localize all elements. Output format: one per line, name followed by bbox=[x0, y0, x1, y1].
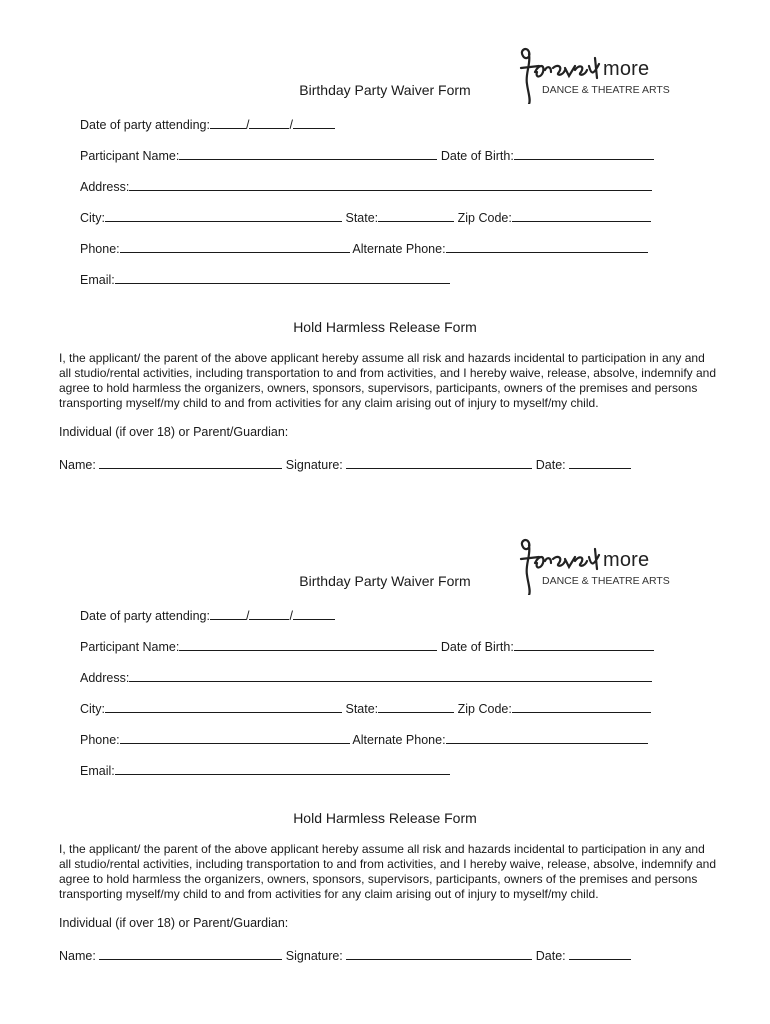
phone-field[interactable] bbox=[120, 731, 350, 744]
address-row bbox=[80, 669, 652, 685]
logo-more-text: more bbox=[603, 549, 650, 571]
signature-field[interactable] bbox=[346, 947, 532, 960]
date-sep: / bbox=[289, 118, 293, 132]
state-field[interactable] bbox=[378, 209, 454, 222]
address-row bbox=[80, 178, 652, 194]
zip-field[interactable] bbox=[512, 700, 651, 713]
date-day-field[interactable] bbox=[249, 607, 289, 620]
release-title: Hold Harmless Release Form bbox=[293, 319, 477, 335]
city-label: City: bbox=[80, 702, 105, 716]
city-row bbox=[80, 209, 651, 225]
email-row bbox=[80, 271, 450, 287]
dob-label: Date of Birth: bbox=[440, 149, 514, 163]
logo-subtitle: DANCE & THEATRE ARTS bbox=[542, 575, 670, 587]
date-attending-row bbox=[80, 116, 335, 132]
phone-label: Phone: bbox=[80, 242, 120, 256]
name-field[interactable] bbox=[99, 456, 282, 469]
zip-field[interactable] bbox=[512, 209, 651, 222]
release-text: I, the applicant/ the parent of the above applicant hereby assume all risk and hazards incidental to participation in any and all studio/rental activities, including transportation to and from activities, and I hereby waive, release, absolve, indemnify and agree to hold harmless the organizers, owners, sponsors, supervisors, participants, owners of the premises and persons transporting myself/my child to and from activities for any claim arising out of injury to myself/my child. bbox=[59, 351, 717, 410]
waiver-form-1 bbox=[0, 0, 770, 500]
name-field[interactable] bbox=[99, 947, 282, 960]
dob-field[interactable] bbox=[514, 638, 654, 651]
date-sep: / bbox=[245, 609, 250, 623]
city-field[interactable] bbox=[105, 209, 342, 222]
state-field[interactable] bbox=[378, 700, 454, 713]
email-row bbox=[80, 762, 450, 778]
participant-row bbox=[80, 147, 654, 163]
city-label: City: bbox=[80, 211, 105, 225]
phone-label: Phone: bbox=[80, 733, 120, 747]
signature-label: Signature: bbox=[285, 949, 343, 963]
sig-date-label: Date: bbox=[535, 949, 566, 963]
city-row bbox=[80, 700, 651, 716]
date-sep: / bbox=[289, 609, 293, 623]
date-month-field[interactable] bbox=[210, 607, 246, 620]
address-field[interactable] bbox=[129, 669, 652, 682]
date-sep: / bbox=[245, 118, 250, 132]
alt-phone-field[interactable] bbox=[446, 240, 648, 253]
participant-name-label: Participant Name: bbox=[80, 640, 180, 654]
guardian-label: Individual (if over 18) or Parent/Guardian: bbox=[59, 916, 289, 930]
alt-phone-field[interactable] bbox=[446, 731, 648, 744]
address-field[interactable] bbox=[129, 178, 652, 191]
email-label: Email: bbox=[80, 273, 115, 287]
date-attending-label: Date of party attending: bbox=[80, 118, 210, 132]
signature-label: Signature: bbox=[285, 458, 343, 472]
email-field[interactable] bbox=[115, 271, 450, 284]
sig-date-field[interactable] bbox=[569, 947, 631, 960]
release-text: I, the applicant/ the parent of the above applicant hereby assume all risk and hazards incidental to participation in any and all studio/rental activities, including transportation to and from activities, and I hereby waive, release, absolve, indemnify and agree to hold harmless the organizers, owners, sponsors, supervisors, participants, owners of the premises and persons transporting myself/my child to and from activities for any claim arising out of injury to myself/my child. bbox=[59, 842, 717, 901]
date-day-field[interactable] bbox=[249, 116, 289, 129]
alt-phone-label: Alternate Phone: bbox=[352, 242, 446, 256]
participant-name-field[interactable] bbox=[179, 638, 437, 651]
date-year-field[interactable] bbox=[293, 607, 335, 620]
address-label: Address: bbox=[80, 180, 130, 194]
date-attending-row bbox=[80, 607, 335, 623]
participant-row bbox=[80, 638, 654, 654]
participant-name-field[interactable] bbox=[179, 147, 437, 160]
name-label: Name: bbox=[59, 949, 96, 963]
form-title: Birthday Party Waiver Form bbox=[299, 573, 471, 589]
name-label: Name: bbox=[59, 458, 96, 472]
release-title: Hold Harmless Release Form bbox=[293, 810, 477, 826]
waiver-form-2 bbox=[0, 491, 770, 991]
phone-row bbox=[80, 240, 648, 256]
guardian-label: Individual (if over 18) or Parent/Guardian: bbox=[59, 425, 289, 439]
phone-field[interactable] bbox=[120, 240, 350, 253]
state-label: State: bbox=[345, 702, 379, 716]
logo-subtitle: DANCE & THEATRE ARTS bbox=[542, 84, 670, 96]
email-field[interactable] bbox=[115, 762, 450, 775]
logo-more-text: more bbox=[603, 58, 650, 80]
signature-field[interactable] bbox=[346, 456, 532, 469]
date-year-field[interactable] bbox=[293, 116, 335, 129]
form-title: Birthday Party Waiver Form bbox=[299, 82, 471, 98]
alt-phone-label: Alternate Phone: bbox=[352, 733, 446, 747]
zip-label: Zip Code: bbox=[457, 702, 512, 716]
signature-row bbox=[59, 456, 631, 472]
city-field[interactable] bbox=[105, 700, 342, 713]
email-label: Email: bbox=[80, 764, 115, 778]
address-label: Address: bbox=[80, 671, 130, 685]
zip-label: Zip Code: bbox=[457, 211, 512, 225]
sig-date-field[interactable] bbox=[569, 456, 631, 469]
date-month-field[interactable] bbox=[210, 116, 246, 129]
dob-field[interactable] bbox=[514, 147, 654, 160]
state-label: State: bbox=[345, 211, 379, 225]
phone-row bbox=[80, 731, 648, 747]
participant-name-label: Participant Name: bbox=[80, 149, 180, 163]
signature-row bbox=[59, 947, 631, 963]
dob-label: Date of Birth: bbox=[440, 640, 514, 654]
date-attending-label: Date of party attending: bbox=[80, 609, 210, 623]
sig-date-label: Date: bbox=[535, 458, 566, 472]
